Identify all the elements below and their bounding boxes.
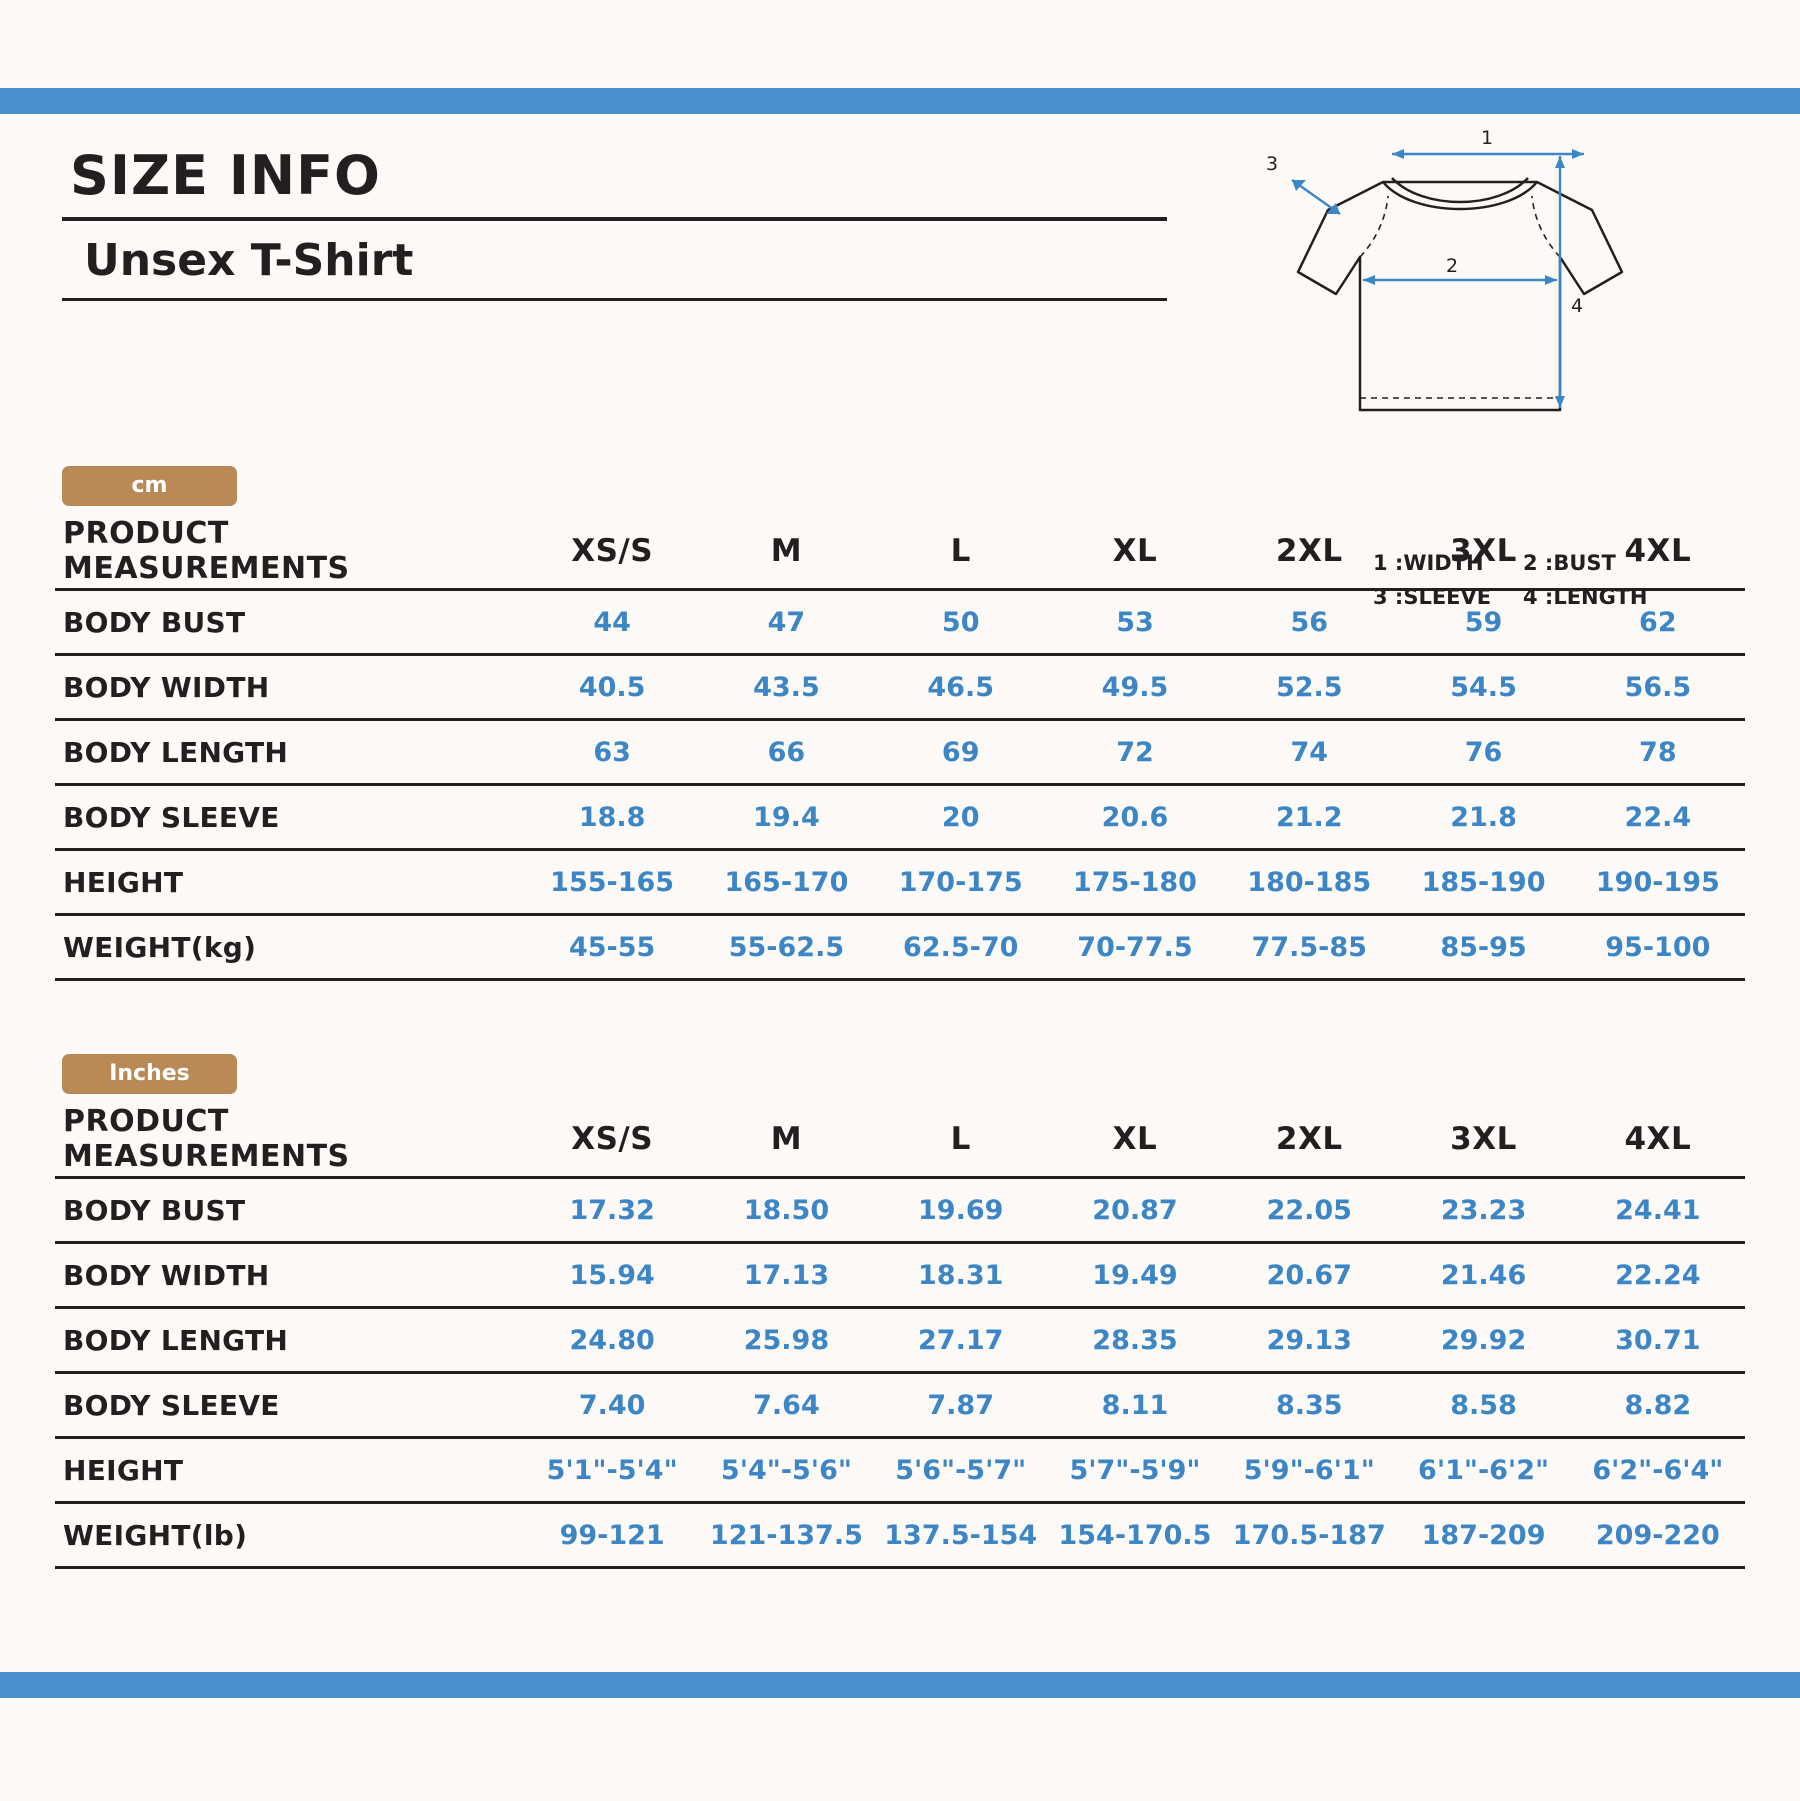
tshirt-diagram	[1188, 122, 1748, 462]
marker-1-label: 1	[1481, 127, 1494, 149]
table-row	[55, 785, 1745, 850]
cell-value: 20.67	[1222, 1243, 1396, 1308]
cell-value: 77.5-85	[1222, 915, 1396, 980]
cell-value: 22.24	[1571, 1243, 1745, 1308]
column-header-l: L	[950, 533, 971, 569]
legend-item-bust: 2 :BUST	[1523, 551, 1616, 575]
cell-value: 8.82	[1571, 1373, 1745, 1438]
column-header-xl: XL	[1112, 533, 1158, 569]
legend-item-sleeve: 3 :SLEEVE	[1373, 585, 1492, 609]
table-row	[55, 1178, 1745, 1243]
cell-value: 50	[874, 590, 1048, 655]
cell-value: 18.8	[525, 785, 699, 850]
cell-value: 85-95	[1396, 915, 1570, 980]
cell-value: 47	[699, 590, 873, 655]
cell-value: 190-195	[1571, 850, 1745, 915]
cell-value: 7.64	[699, 1373, 873, 1438]
cell-value: 7.87	[874, 1373, 1048, 1438]
table-row	[55, 915, 1745, 980]
page-subtitle: Unsex T-Shirt	[84, 235, 414, 286]
cell-value: 7.40	[525, 1373, 699, 1438]
column-header-measurements: PRODUCT MEASUREMENTS	[63, 1104, 350, 1174]
table-row	[55, 1308, 1745, 1373]
cell-value: 17.13	[699, 1243, 873, 1308]
row-label: BODY WIDTH	[55, 655, 525, 720]
bottom-accent-bar	[0, 1672, 1800, 1698]
cell-value: 45-55	[525, 915, 699, 980]
cell-value: 69	[874, 720, 1048, 785]
cell-value: 8.11	[1048, 1373, 1222, 1438]
legend-item-length: 4 :LENGTH	[1523, 585, 1648, 609]
cell-value: 175-180	[1048, 850, 1222, 915]
row-label: WEIGHT(lb)	[55, 1503, 525, 1568]
cell-value: 137.5-154	[874, 1503, 1048, 1568]
cell-value: 18.31	[874, 1243, 1048, 1308]
cell-value: 5'1"-5'4"	[525, 1438, 699, 1503]
cell-value: 8.35	[1222, 1373, 1396, 1438]
cell-value: 5'7"-5'9"	[1048, 1438, 1222, 1503]
cell-value: 78	[1571, 720, 1745, 785]
cell-value: 209-220	[1571, 1503, 1745, 1568]
column-header-m: M	[770, 1121, 803, 1157]
cell-value: 180-185	[1222, 850, 1396, 915]
cell-value: 46.5	[874, 655, 1048, 720]
cell-value: 66	[699, 720, 873, 785]
cell-value: 20.6	[1048, 785, 1222, 850]
cell-value: 59	[1396, 590, 1570, 655]
cell-value: 5'9"-6'1"	[1222, 1438, 1396, 1503]
cell-value: 29.92	[1396, 1308, 1570, 1373]
cell-value: 19.49	[1048, 1243, 1222, 1308]
table-header-row	[55, 514, 1745, 590]
column-header-xss: XS/S	[571, 533, 654, 569]
cell-value: 121-137.5	[699, 1503, 873, 1568]
marker-4-label: 4	[1571, 295, 1584, 317]
page-title: SIZE INFO	[70, 144, 381, 207]
row-label: BODY LENGTH	[55, 720, 525, 785]
cell-value: 17.32	[525, 1178, 699, 1243]
cell-value: 95-100	[1571, 915, 1745, 980]
cell-value: 22.05	[1222, 1178, 1396, 1243]
size-table-inches	[55, 1102, 1745, 1569]
cell-value: 55-62.5	[699, 915, 873, 980]
table-row	[55, 1503, 1745, 1568]
cell-value: 155-165	[525, 850, 699, 915]
cell-value: 63	[525, 720, 699, 785]
cell-value: 56.5	[1571, 655, 1745, 720]
title-block	[62, 144, 1212, 301]
unit-badge-inches: Inches	[62, 1054, 237, 1094]
table-row	[55, 850, 1745, 915]
cell-value: 165-170	[699, 850, 873, 915]
size-table-cm	[55, 514, 1745, 981]
cell-value: 8.58	[1396, 1373, 1570, 1438]
cell-value: 5'4"-5'6"	[699, 1438, 873, 1503]
column-header-xl: XL	[1112, 1121, 1158, 1157]
cell-value: 28.35	[1048, 1308, 1222, 1373]
cell-value: 52.5	[1222, 655, 1396, 720]
cell-value: 154-170.5	[1048, 1503, 1222, 1568]
cell-value: 49.5	[1048, 655, 1222, 720]
cell-value: 21.46	[1396, 1243, 1570, 1308]
marker-2-label: 2	[1446, 255, 1459, 277]
cell-value: 62.5-70	[874, 915, 1048, 980]
row-label: HEIGHT	[55, 1438, 525, 1503]
table-row	[55, 1438, 1745, 1503]
unit-badge-cm: cm	[62, 466, 237, 506]
cell-value: 99-121	[525, 1503, 699, 1568]
cell-value: 54.5	[1396, 655, 1570, 720]
column-header-l: L	[950, 1121, 971, 1157]
row-label: WEIGHT(kg)	[55, 915, 525, 980]
cell-value: 43.5	[699, 655, 873, 720]
column-header-4xl: 4XL	[1624, 533, 1692, 569]
row-label: BODY WIDTH	[55, 1243, 525, 1308]
row-label: BODY SLEEVE	[55, 785, 525, 850]
cell-value: 30.71	[1571, 1308, 1745, 1373]
row-label: HEIGHT	[55, 850, 525, 915]
cell-value: 53	[1048, 590, 1222, 655]
cell-value: 19.69	[874, 1178, 1048, 1243]
table-header-row	[55, 1102, 1745, 1178]
cell-value: 187-209	[1396, 1503, 1570, 1568]
cell-value: 76	[1396, 720, 1570, 785]
table-row	[55, 1243, 1745, 1308]
table-row	[55, 590, 1745, 655]
cell-value: 170-175	[874, 850, 1048, 915]
cell-value: 5'6"-5'7"	[874, 1438, 1048, 1503]
table-row	[55, 720, 1745, 785]
column-header-3xl: 3XL	[1450, 1121, 1517, 1157]
cell-value: 24.41	[1571, 1178, 1745, 1243]
cell-value: 20.87	[1048, 1178, 1222, 1243]
top-accent-bar	[0, 88, 1800, 114]
cell-value: 6'2"-6'4"	[1571, 1438, 1745, 1503]
cell-value: 44	[525, 590, 699, 655]
marker-3-label: 3	[1266, 153, 1279, 175]
cell-value: 23.23	[1396, 1178, 1570, 1243]
column-header-2xl: 2XL	[1275, 533, 1343, 569]
row-label: BODY SLEEVE	[55, 1373, 525, 1438]
cell-value: 15.94	[525, 1243, 699, 1308]
column-header-2xl: 2XL	[1275, 1121, 1343, 1157]
cell-value: 6'1"-6'2"	[1396, 1438, 1570, 1503]
cell-value: 27.17	[874, 1308, 1048, 1373]
column-header-xss: XS/S	[571, 1121, 654, 1157]
cell-value: 62	[1571, 590, 1745, 655]
chart-content	[0, 114, 1800, 1672]
cell-value: 72	[1048, 720, 1222, 785]
row-label: BODY BUST	[55, 1178, 525, 1243]
cell-value: 18.50	[699, 1178, 873, 1243]
table-row	[55, 655, 1745, 720]
cell-value: 56	[1222, 590, 1396, 655]
cell-value: 19.4	[699, 785, 873, 850]
cell-value: 20	[874, 785, 1048, 850]
cell-value: 29.13	[1222, 1308, 1396, 1373]
subtitle-divider	[62, 298, 1167, 301]
table-row	[55, 1373, 1745, 1438]
column-header-4xl: 4XL	[1624, 1121, 1692, 1157]
cell-value: 24.80	[525, 1308, 699, 1373]
cell-value: 74	[1222, 720, 1396, 785]
cell-value: 21.8	[1396, 785, 1570, 850]
column-header-m: M	[770, 533, 803, 569]
column-header-3xl: 3XL	[1450, 533, 1517, 569]
cell-value: 185-190	[1396, 850, 1570, 915]
cell-value: 170.5-187	[1222, 1503, 1396, 1568]
column-header-measurements: PRODUCT MEASUREMENTS	[63, 516, 350, 586]
row-label: BODY BUST	[55, 590, 525, 655]
cell-value: 25.98	[699, 1308, 873, 1373]
row-label: BODY LENGTH	[55, 1308, 525, 1373]
cell-value: 70-77.5	[1048, 915, 1222, 980]
cell-value: 22.4	[1571, 785, 1745, 850]
legend-item-width: 1 :WIDTH	[1373, 551, 1484, 575]
cell-value: 21.2	[1222, 785, 1396, 850]
cell-value: 40.5	[525, 655, 699, 720]
